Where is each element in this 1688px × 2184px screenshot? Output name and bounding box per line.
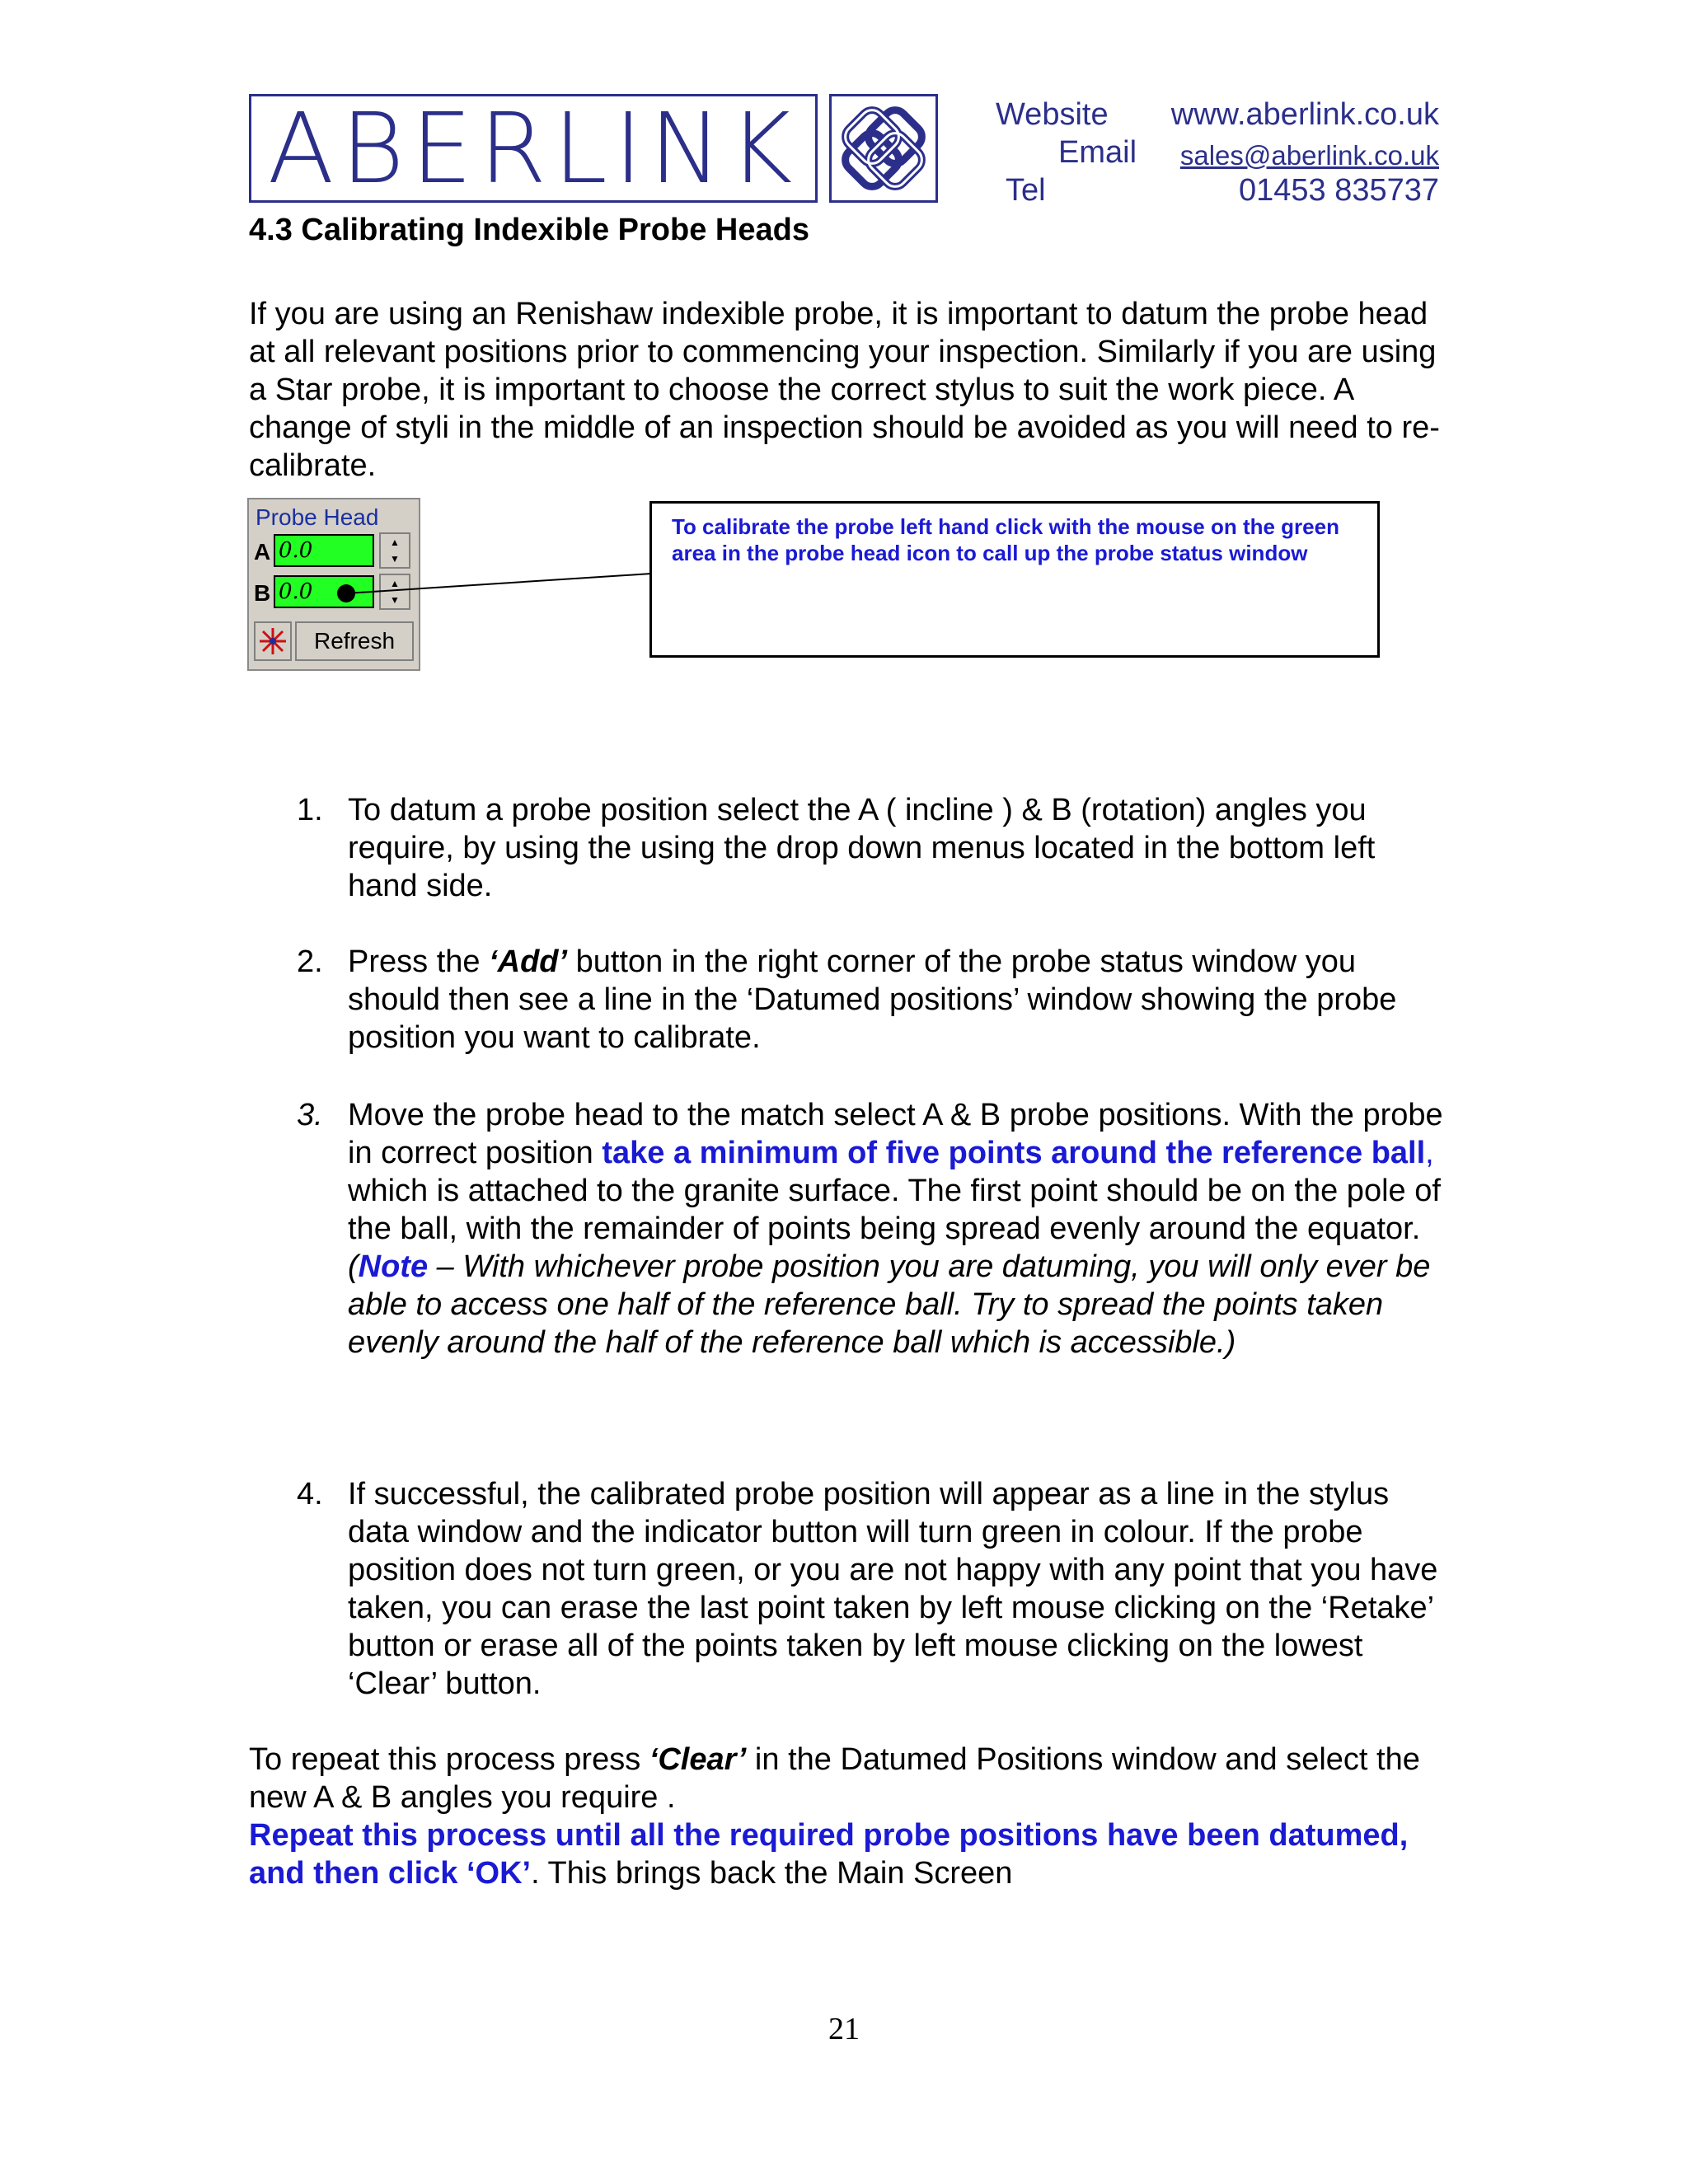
website-label: Website: [996, 97, 1109, 132]
tel-label: Tel: [1006, 173, 1046, 208]
step-4-number: 4.: [297, 1477, 323, 1511]
step-2-text: Press the ‘Add’ button in the right corner of the probe status window you should then see a line in the ‘Datumed positions’ window showing the probe position you want to calibrate.: [348, 944, 1397, 1055]
repeat-instruction: Repeat this process until all the required probe positions have been datumed, and then click ‘OK’: [249, 1818, 1409, 1891]
spin-up-icon[interactable]: ▲: [390, 537, 400, 548]
section-heading: 4.3 Calibrating Indexible Probe Heads: [249, 213, 809, 247]
highlight-reference-ball: take a minimum of five points around the reference ball: [602, 1136, 1426, 1170]
axis-b-label: B: [254, 580, 271, 606]
angle-b-value: 0.0: [279, 579, 313, 604]
page-number: 21: [828, 2012, 860, 2046]
step-3-text: Move the probe head to the match select A & B probe positions. With the probe in correct position take a minimum of five points around the reference ball, which is attached to the granite surface. The first point should be on the pole of the ball, with the remainder of points being spread evenly around the equator. (Note – With whichever probe position you are datuming, you will only ever be able to access one half of the reference ball. Try to spread the points taken evenly around the half of the reference ball which is accessible.): [348, 1098, 1443, 1360]
website-link[interactable]: www.aberlink.co.uk: [1170, 97, 1439, 132]
note-label: Note: [358, 1249, 429, 1284]
angle-a-value: 0.0: [279, 538, 313, 563]
callout-text: To calibrate the probe left hand click with the mouse on the green area in the probe head icon to call up the probe status window: [672, 514, 1339, 565]
spin-down-icon[interactable]: ▼: [390, 594, 400, 606]
closing-paragraph: To repeat this process press ‘Clear’ in the Datumed Positions window and select the new A & B angles you require . Repeat this process until all the required probe positions have been datumed, and then click ‘OK’. This brings back the Main Screen: [249, 1742, 1420, 1891]
probe-head-title: Probe Head: [256, 504, 379, 530]
intro-paragraph: If you are using an Renishaw indexible probe, it is important to datum the probe head at all relevant positions prior to commencing your inspection. Similarly if you are using a Star probe, it is important to choose the correct stylus to suit the work piece. A change of styli in the middle of an inspection should be avoided as you will need to re-calibrate.: [249, 297, 1440, 483]
logo-wordmark: ABERLINK: [267, 91, 799, 205]
spin-up-icon[interactable]: ▲: [390, 578, 400, 589]
note-block: (Note – With whichever probe position you are datuming, you will only ever be able to access one half of the reference ball. Try to spread the points taken evenly around the half of the reference ball which is accessible.): [348, 1249, 1431, 1360]
step-1-number: 1.: [297, 793, 323, 827]
spin-down-icon[interactable]: ▼: [390, 553, 400, 565]
step-4-text: If successful, the calibrated probe position will appear as a line in the stylus data window and the indicator button will turn green in colour. If the probe position does not turn green, or you are not happy with any point that you have taken, you can erase the last point taken by left mouse clicking on the ‘Retake’ button or erase all of the points taken by left mouse clicking on the lowest ‘Clear’ button.: [348, 1477, 1438, 1701]
add-button-label: ‘Add’: [489, 944, 568, 979]
axis-a-label: A: [254, 539, 271, 565]
step-3-number: 3.: [297, 1098, 323, 1132]
email-link[interactable]: sales@aberlink.co.uk: [1179, 140, 1439, 171]
callout-box: [649, 501, 1380, 658]
clear-button-label: ‘Clear’: [649, 1742, 747, 1777]
step-1-text: To datum a probe position select the A ( incline ) & B (rotation) angles you require, by using the using the drop down menus located in the bottom left hand side.: [348, 793, 1376, 903]
tel-number: 01453 835737: [1238, 173, 1439, 208]
step-2-number: 2.: [297, 944, 323, 979]
refresh-button[interactable]: Refresh: [295, 621, 414, 661]
email-label: Email: [1058, 135, 1137, 170]
